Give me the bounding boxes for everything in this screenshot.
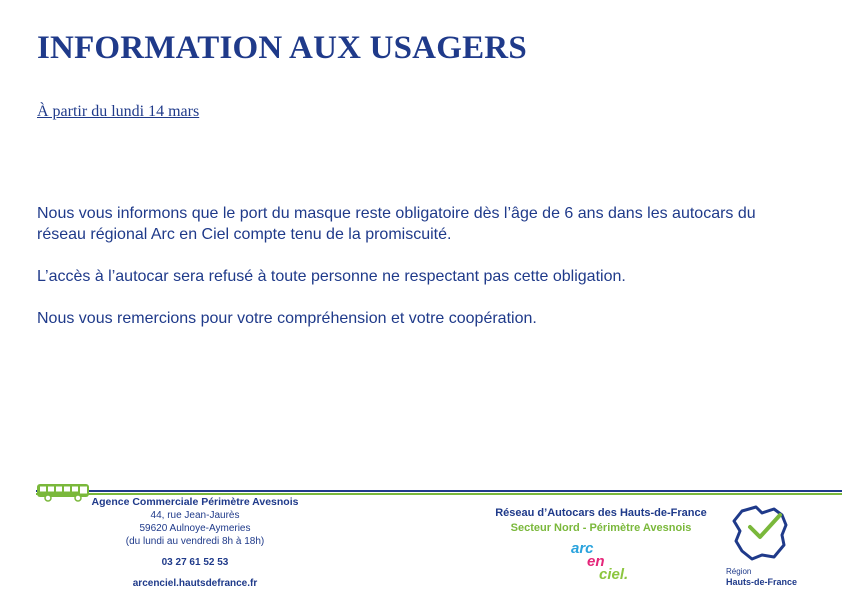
- effective-date: À partir du lundi 14 mars: [37, 103, 200, 120]
- region-word: Région: [726, 567, 752, 576]
- notice-body: [37, 203, 797, 350]
- agency-city: 59620 Aulnoye-Aymeries: [139, 523, 251, 534]
- agency-hours: (du lundi au vendredi 8h à 18h): [125, 536, 265, 547]
- region-name: Hauts-de-France: [726, 577, 798, 587]
- region-label: [726, 567, 797, 587]
- notice-paragraph-mask: Nous vous informons que le port du masque reste obligatoire dès l’âge de 6 ans dans les autocars du réseau régional Arc en Ciel compte tenu de la promiscuité.: [37, 205, 756, 243]
- network-info: [470, 506, 732, 536]
- footer-divider-green: [36, 493, 842, 495]
- network-sector: Secteur Nord - Périmètre Avesnois: [510, 522, 692, 534]
- notice-paragraph-thanks: Nous vous remercions pour votre compréhension et votre coopération.: [37, 310, 537, 327]
- agency-phone: 03 27 61 52 53: [161, 557, 229, 568]
- arc-logo-word-arc: arc: [571, 540, 594, 557]
- bus-icon: [36, 482, 91, 502]
- arc-en-ciel-logo: [563, 542, 655, 582]
- arc-logo-word-en: en: [587, 553, 605, 570]
- agency-website: arcenciel.hautsdefrance.fr: [132, 578, 258, 589]
- region-heart-map-logo: [728, 505, 798, 561]
- arc-logo-word-ciel: ciel.: [599, 566, 629, 583]
- agency-name: Agence Commerciale Périmètre Avesnois: [91, 496, 299, 508]
- footer-divider-blue: [36, 490, 842, 492]
- page-title: INFORMATION AUX USAGERS: [37, 30, 527, 66]
- agency-street: 44, rue Jean-Jaurès: [150, 510, 240, 521]
- network-name: Réseau d’Autocars des Hauts-de-France: [495, 507, 707, 519]
- agency-contact-block: [88, 496, 302, 590]
- notice-paragraph-refusal: L’accès à l’autocar sera refusé à toute personne ne respectant pas cette obligation.: [37, 268, 626, 285]
